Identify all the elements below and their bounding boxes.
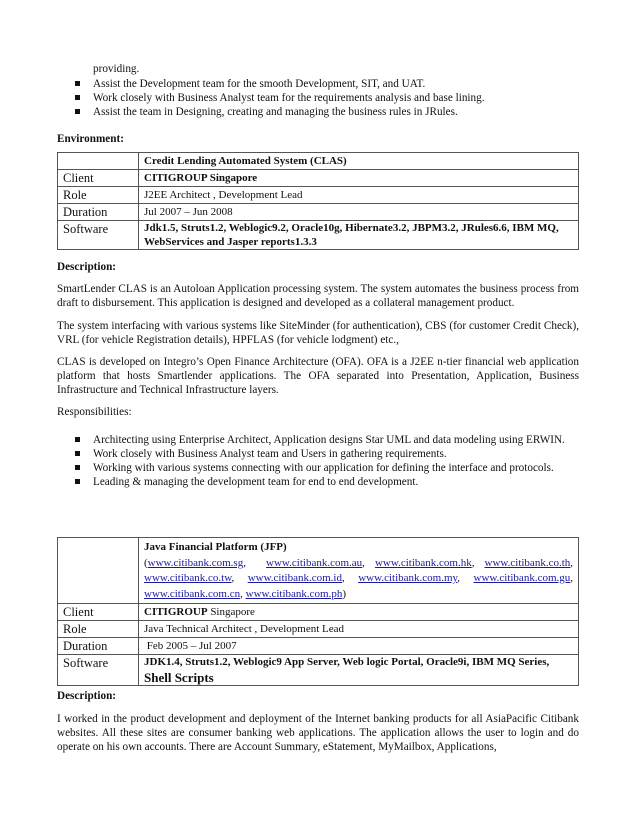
row-label: Client	[58, 604, 139, 621]
website-link[interactable]: www.citibank.com.cn	[144, 587, 241, 600]
continued-text: providing.	[93, 63, 140, 75]
project-title: Credit Lending Automated System (CLAS)	[139, 153, 579, 170]
duration-value: Feb 2005 – Jul 2007	[139, 638, 579, 655]
list-item: Work closely with Business Analyst team and Users in gathering requirements.	[57, 447, 579, 461]
list-item: Leading & managing the development team for end to end development.	[57, 475, 579, 489]
description-paragraph: SmartLender CLAS is an Autoloan Application processing system. The system automates the business process from draft to disbursement. This application is designed and developed as a collateral management product.	[57, 283, 579, 309]
role-value: Java Technical Architect , Development Lead	[139, 621, 579, 638]
software-line: JDK1.4, Struts1.2, Weblogic9 App Server, Web logic Portal, Oracle9i, IBM MQ Series,	[144, 656, 550, 668]
software-value	[139, 655, 579, 686]
description-paragraph: I worked in the product development and deployment of the Internet banking products for all AsiaPacific Citibank websites. All these sites are consumer banking web applications. The application allows the user to login and do operate on his own accounts. There are Account Summary, eStatement, MyMailbox, Applications,	[57, 713, 579, 753]
project2-table	[57, 537, 579, 686]
website-link[interactable]: www.citibank.com.ph	[245, 587, 343, 600]
list-item: Working with various systems connecting with our application for defining the interface and protocols.	[57, 461, 579, 475]
row-label: Duration	[58, 204, 139, 221]
row-label: Software	[58, 655, 139, 686]
description-heading: Description:	[57, 690, 117, 702]
empty-cell	[58, 538, 139, 604]
row-label: Duration	[58, 638, 139, 655]
role-value: J2EE Architect , Development Lead	[139, 187, 579, 204]
website-link[interactable]: www.citibank.com.gu	[473, 572, 571, 584]
project-title: Java Financial Platform (JFP)	[144, 541, 287, 553]
client-value	[139, 604, 579, 621]
list-item: Assist the team in Designing, creating and managing the business rules in JRules.	[57, 105, 597, 119]
row-label: Role	[58, 187, 139, 204]
project-header-cell	[139, 538, 579, 604]
description-paragraph: CLAS is developed on Integro’s Open Finance Architecture (OFA). OFA is a J2EE n-tier financial web application platform that hosts Smartlender applications. The OFA separated into Presentation, Application, Business Infrastructure and Technical Infrastructure layers.	[57, 356, 579, 396]
duration-value: Jul 2007 – Jun 2008	[139, 204, 579, 221]
responsibilities-list	[57, 433, 579, 489]
top-bullet-list	[57, 77, 597, 119]
list-item: Work closely with Business Analyst team for the requirements analysis and base lining.	[57, 91, 597, 105]
website-link[interactable]: www.citibank.co.th	[484, 556, 571, 569]
empty-cell	[58, 153, 139, 170]
client-value: CITIGROUP Singapore	[139, 170, 579, 187]
software-value: Jdk1.5, Struts1.2, Weblogic9.2, Oracle10g, Hibernate3.2, JBPM3.2, JRules6.6, IBM MQ, WebServices and Jasper reports1.3.3	[139, 221, 579, 250]
row-label: Role	[58, 621, 139, 638]
website-link[interactable]: www.citibank.com.sg	[147, 556, 244, 569]
responsibilities-heading: Responsibilities:	[57, 406, 132, 418]
environment-heading: Environment:	[57, 133, 124, 145]
client-name: CITIGROUP	[144, 606, 208, 618]
description-heading: Description:	[57, 261, 117, 273]
software-line: Shell Scripts	[144, 670, 214, 685]
website-link[interactable]: www.citibank.com.id	[247, 572, 342, 584]
website-link[interactable]: www.citibank.com.au	[266, 556, 363, 569]
row-label: Client	[58, 170, 139, 187]
client-location: Singapore	[207, 606, 255, 618]
list-item: Architecting using Enterprise Architect, Application designs Star UML and data modeling using ERWIN.	[57, 433, 579, 447]
website-link[interactable]: www.citibank.com.hk	[374, 556, 472, 569]
list-item: Assist the Development team for the smooth Development, SIT, and UAT.	[57, 77, 597, 91]
website-link[interactable]: www.citibank.com.my	[358, 572, 458, 584]
website-links: (www.citibank.com.sg, www.citibank.com.au, www.citibank.com.hk, www.citibank.co.th, www.citibank.co.tw, www.citibank.com.id, www.citibank.com.my, www.citibank.com.gu, www.citibank.com.cn, www.citibank.com.ph)	[144, 556, 574, 600]
project1-table	[57, 152, 579, 250]
website-link[interactable]: www.citibank.co.tw	[144, 572, 232, 584]
description-paragraph: The system interfacing with various systems like SiteMinder (for authentication), CBS (for customer Credit Check), VRL (for vehicle Registration details), HPFLAS (for vehicle lodgment) etc.,	[57, 320, 579, 346]
row-label: Software	[58, 221, 139, 250]
